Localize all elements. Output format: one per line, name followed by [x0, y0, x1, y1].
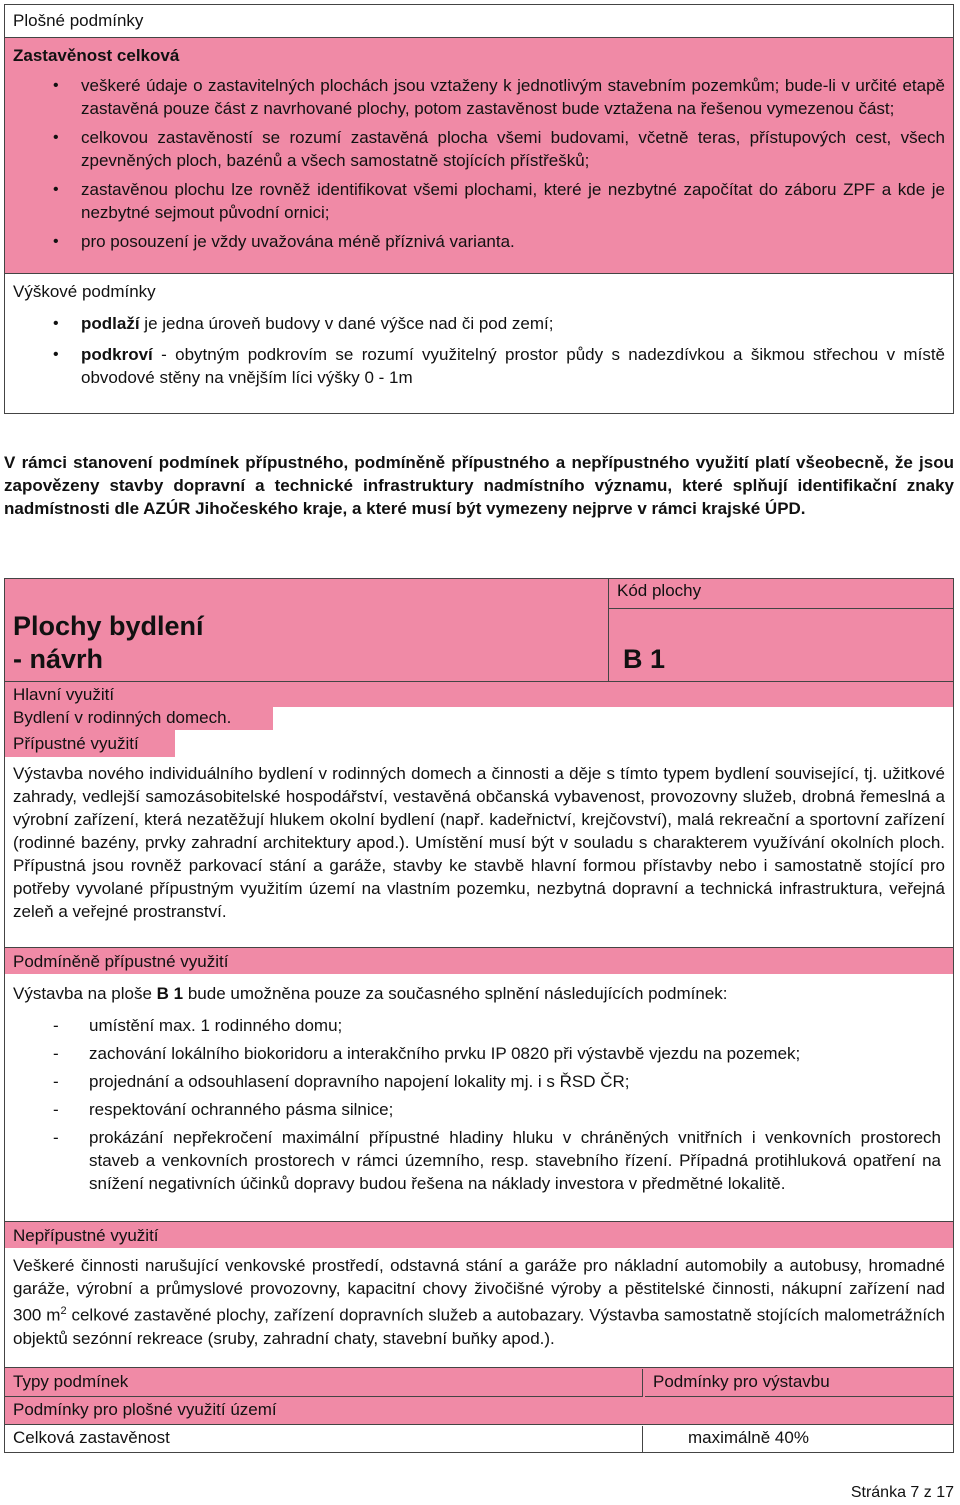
vyskove-section — [5, 274, 953, 389]
divider — [608, 609, 609, 682]
zastavenost-section — [5, 38, 953, 274]
hlavni-text: Bydlení v rodinných domech. — [5, 707, 273, 730]
podminene-intro-code: B 1 — [156, 984, 184, 1003]
page-title — [5, 607, 212, 679]
term: podlaží — [81, 314, 140, 333]
plosne-podminky-box — [4, 4, 954, 414]
list-item — [5, 343, 945, 389]
list-item: • zastavěnou plochu lze rovněž identifikovat všemi plochami, které je nezbytné započítat do záboru ZPF a kde je nezbytné sejmout původní ornici; — [5, 178, 945, 224]
podminky-vystavbu-label: Podmínky pro výstavbu — [645, 1369, 953, 1397]
podminene-label: Podmíněně přípustné využití — [5, 947, 953, 974]
term-description: - obytným podkrovím se rozumí využitelný prostor půdy s nadezdívkou a šikmou střechou v místě obvodové stěny na vnějším líci výšky 0 - 1m — [81, 345, 945, 387]
plosne-podminky-title: Plošné podmínky — [13, 11, 144, 30]
vyskove-list — [5, 312, 953, 389]
list-item: - zachování lokálního biokoridoru a interakčního prvku IP 0820 při výstavbě vjezdu na pozemek; — [13, 1042, 945, 1065]
kod-plochy-label — [608, 579, 953, 609]
zastavenost-list — [5, 74, 953, 253]
page-footer: Stránka 7 z 17 — [850, 1484, 954, 1501]
list-item: - umístění max. 1 rodinného domu; — [13, 1014, 945, 1037]
neprip-text-a: Veškeré činnosti narušující venkovské prostředí, odstavná stání a garáže pro nákladní automobily a autobusy, hromadné garáže, výrobní a průmyslové provozovny, kapacitní chovy živočišné výroby a pěstitelské činnosti, nákupní zařízení nad 300 m — [13, 1256, 945, 1325]
neprip-label: Nepřípustné využití — [5, 1221, 953, 1248]
podminky-list-wrap — [5, 1011, 953, 1203]
list-item: • pro posouzení je vždy uvažována méně příznivá varianta. — [5, 230, 945, 253]
intro-paragraph: V rámci stanovení podmínek přípustného, podmíněně přípustného a nepřípustného využití platí všeobecně, že jsou zapovězeny stavby dopravní a technické infrastruktury nadmístního významu, které splňují identifikační znaky nadmístnosti dle AZÚR Jihočeského kraje, a které musí být vymezeny nejprve v rámci krajské ÚPD. — [4, 453, 954, 518]
plosne-podminky-header — [5, 5, 953, 38]
typy-label: Typy podmínek — [5, 1369, 643, 1397]
celkova-label: Celková zastavěnost — [5, 1426, 643, 1452]
podminene-intro-c: bude umožněna pouze za současného splnění následujících podmínek: — [183, 984, 728, 1003]
neprip-sup: 2 — [60, 1305, 67, 1317]
title-line-2: - návrh — [13, 644, 104, 674]
podminene-intro — [5, 979, 953, 1008]
zastavenost-heading: Zastavěnost celková — [13, 46, 180, 65]
vyskove-heading: Výškové podmínky — [13, 282, 156, 301]
celkova-value: maximálně 40% — [688, 1428, 809, 1447]
plochy-bydleni-box — [4, 578, 954, 1453]
neprip-text-b: celkové zastavěné plochy, zařízení dopravních služeb a autobazary. Výstavba samostatně stojících malometrážních objektů sezónní rekreace (sruby, zahradní chaty, stavební buňky apod.). — [13, 1305, 946, 1348]
list-item: • veškeré údaje o zastavitelných plochách jsou vztaženy k jednotlivým stavebním pozemkům; bude-li v určité etapě zastavěná pouze část z navrhované plochy, potom zastavěnost bude vztažena na řešenou vymezenou část; — [5, 74, 945, 120]
kod-plochy-label-text: Kód plochy — [617, 581, 702, 600]
list-item — [5, 312, 945, 335]
pripustne-text: Výstavba nového individuálního bydlení v rodinných domech a činnosti a děje s tímto typem bydlení související, tj. užitkové zahrady, vedlejší samozásobitelské hospodářství, vestavěná občanská vybavenost, provozovny služeb, drobná řemeslná a výrobní zařízení, která nezatěžují hlukem okolní bydlení (např. kadeřnictví, krejčovství), malá rekreační a sportovní zařízení (rodinné bazény, prvky zahradní architektury apod.). Umístění musí být v souladu s charakterem využívání okolních ploch. Přípustná jsou rovněž parkovací stání a garáže, stavby ke stavbě hlavní formou přístavby nebo i samostatně stojící pro potřeby vyvolané přípustným využitím území na vlastním pozemku, nezbytná dopravní a technická infrastruktura, veřejná zeleň a veřejné prostranství. — [13, 764, 945, 921]
list-item: - prokázání nepřekročení maximální přípustné hladiny hluku v chráněných vnitřních i venkovních prostorech staveb a venkovních prostorech v rámci územního, resp. stavebního řízení. Případná protihluková opatření na snížení negativních účinků dopravy budou řešena na náklady investora v předmětné lokalitě. — [13, 1126, 945, 1195]
plosne-label: Podmínky pro plošné využití území — [13, 1400, 277, 1419]
neprip-text — [5, 1251, 953, 1368]
term: podkroví — [81, 345, 153, 364]
list-item: • celkovou zastavěností se rozumí zastavěná plocha všemi budovami, včetně teras, přístupových cest, všech zpevněných ploch, bazénů a všech samostatně stojících přístřešků; — [5, 126, 945, 172]
list-item: - projednání a odsouhlasení dopravního napojení lokality mj. i s ŘSD ČR; — [13, 1070, 945, 1093]
podminene-intro-a: Výstavba na ploše — [13, 984, 157, 1003]
list-item: - respektování ochranného pásma silnice; — [13, 1098, 945, 1121]
title-line-1: Plochy bydlení — [13, 611, 204, 641]
pripustne-label: Přípustné využití — [5, 730, 175, 757]
term-description: je jedna úroveň budovy v dané výšce nad či pod zemí; — [139, 314, 554, 333]
hlavni-label: Hlavní využití — [5, 682, 953, 707]
podminky-list — [13, 1014, 945, 1195]
kod-plochy-value: B 1 — [623, 644, 666, 674]
